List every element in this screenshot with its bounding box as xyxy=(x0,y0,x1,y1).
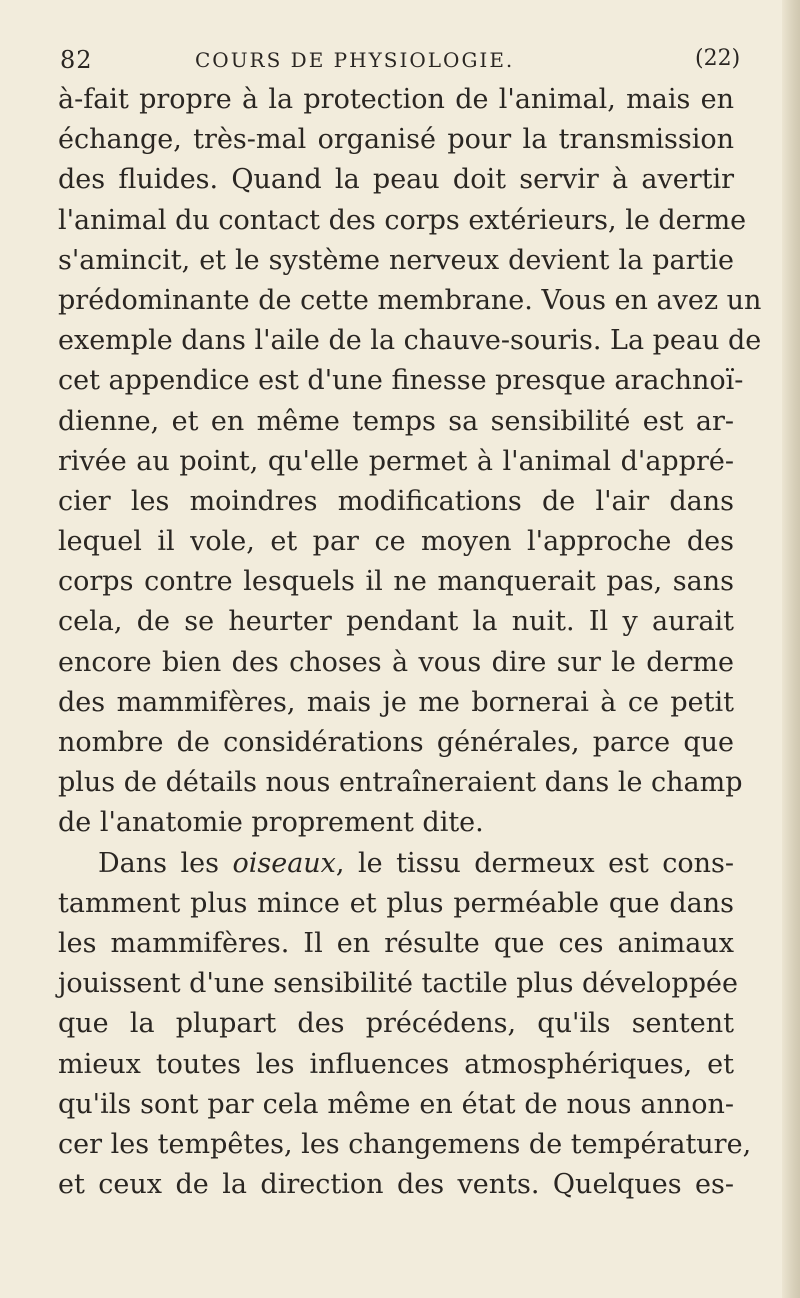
text-line: l'animal du contact des corps extérieurs, le derme xyxy=(58,204,747,236)
text-line: dienne, et en même temps sa sensibilité est ar- xyxy=(58,405,734,437)
page-number: 82 xyxy=(60,46,93,74)
text-line: exemple dans l'aile de la chauve-souris. La peau de xyxy=(58,325,762,357)
body-text xyxy=(58,80,762,1205)
header-reference: (22) xyxy=(695,46,741,71)
text-line: qu'ils sont par cela même en état de nous annon- xyxy=(58,1088,734,1120)
text-line: mieux toutes les influences atmosphériques, et xyxy=(58,1048,734,1080)
text-line: les mammifères. Il en résulte que ces animaux xyxy=(58,927,734,959)
text-line: cier les moindres modifications de l'air dans xyxy=(58,485,734,517)
text-line: que la plupart des précédens, qu'ils sentent xyxy=(58,1008,734,1040)
paragraph-start-line: Dans les oiseaux, le tissu dermeux est cons- xyxy=(98,847,735,879)
text-line: prédominante de cette membrane. Vous en avez un xyxy=(58,284,762,316)
text-line: encore bien des choses à vous dire sur le derme xyxy=(58,646,734,678)
text-line: échange, très-mal organisé pour la transmission xyxy=(58,124,734,156)
text-line: jouissent d'une sensibilité tactile plus développée xyxy=(58,968,738,1000)
text-line: des fluides. Quand la peau doit servir à avertir xyxy=(58,164,734,196)
text-line: plus de détails nous entraîneraient dans le champ xyxy=(58,767,743,799)
text-line: et ceux de la direction des vents. Quelques es- xyxy=(58,1169,734,1201)
text-line: corps contre lesquels il ne manquerait pas, sans xyxy=(58,566,734,598)
emphasized-word: oiseaux xyxy=(232,847,336,879)
text-line: nombre de considérations générales, parce que xyxy=(58,727,734,758)
text-line: cela, de se heurter pendant la nuit. Il y aurait xyxy=(58,606,734,638)
text-line: rivée au point, qu'elle permet à l'animal d'appré- xyxy=(58,445,734,477)
text-line: lequel il vole, et par ce moyen l'approche des xyxy=(58,526,734,558)
text-line: à-fait propre à la protection de l'animal, mais en xyxy=(58,84,734,115)
text-line: tamment plus mince et plus perméable que dans xyxy=(58,887,734,919)
text-line: cet appendice est d'une finesse presque arachnoï- xyxy=(58,365,744,397)
text-line: cer les tempêtes, les changemens de température, xyxy=(58,1128,752,1160)
page-edge xyxy=(782,0,800,1298)
text-line: des mammifères, mais je me bornerai à ce petit xyxy=(58,686,734,718)
paragraph-end-line: de l'anatomie proprement dite. xyxy=(58,807,484,839)
text-line: s'amincit, et le système nerveux devient la partie xyxy=(58,244,734,276)
running-title: COURS DE PHYSIOLOGIE. xyxy=(195,48,515,72)
